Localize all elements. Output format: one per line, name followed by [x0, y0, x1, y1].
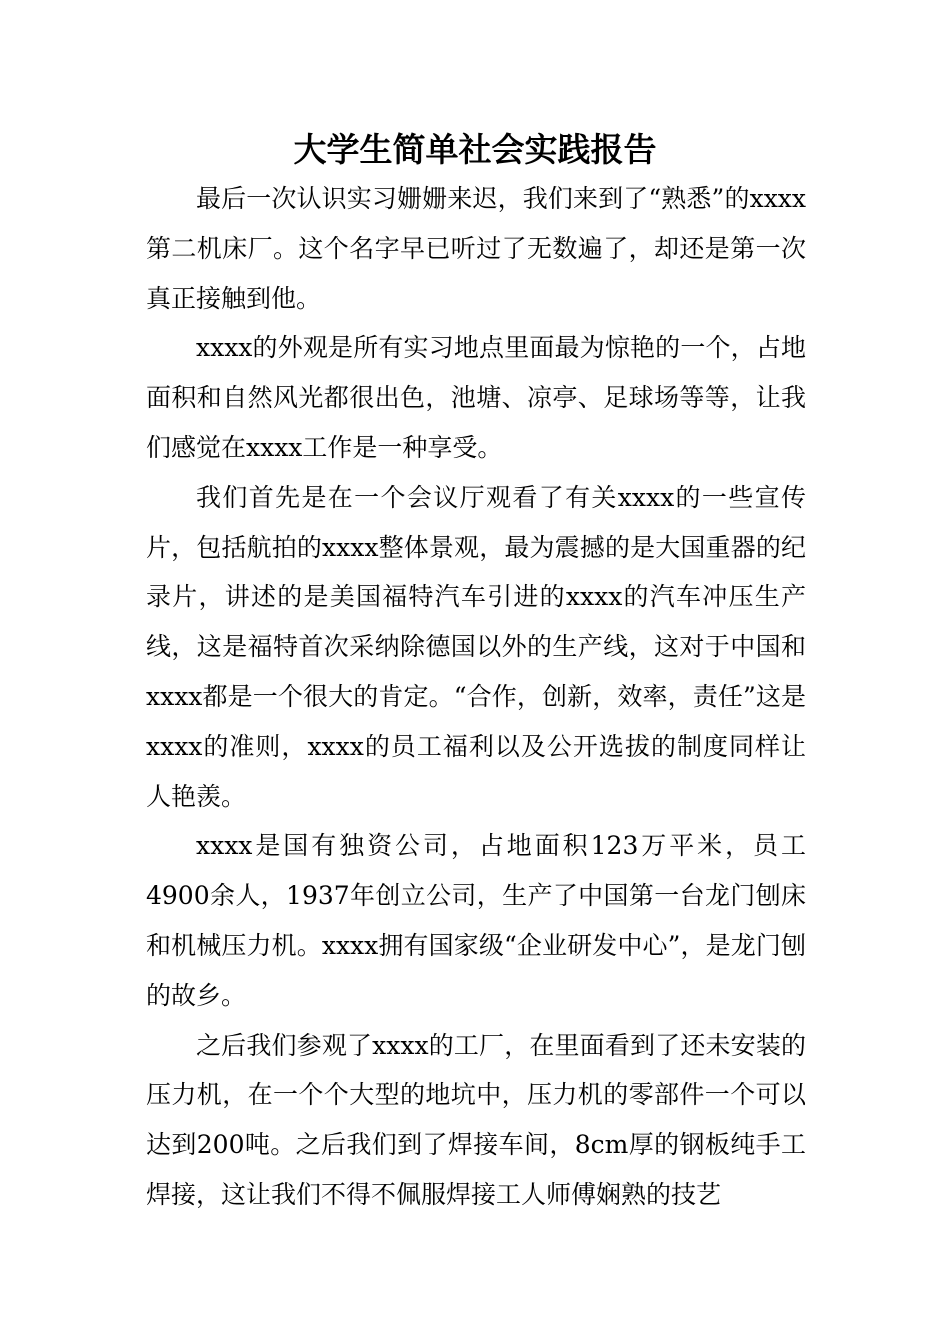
document-title: 大学生简单社会实践报告	[293, 130, 657, 169]
paragraph: 最后一次认识实习姗姗来迟，我们来到了“熟悉”的xxxx第二机床厂。这个名字早已听过了无数遍了，却还是第一次真正接触到他。	[146, 184, 806, 313]
paragraph: xxxx是国有独资公司，占地面积123万平米，员工4900余人，1937年创立公司，生产了中国第一台龙门刨床和机械压力机。xxxx拥有国家级“企业研发中心”，是龙门刨的故乡。	[146, 831, 806, 1010]
paragraph: 之后我们参观了xxxx的工厂，在里面看到了还未安装的压力机，在一个个大型的地坑中，压力机的零部件一个可以达到200吨。之后我们到了焊接车间，8cm厚的钢板纯手工焊接，这让我们不得不佩服焊接工人师傅娴熟的技艺	[146, 1030, 806, 1209]
paragraph: 我们首先是在一个会议厅观看了有关xxxx的一些宣传片，包括航拍的xxxx整体景观，最为震撼的是大国重器的纪录片，讲述的是美国福特汽车引进的xxxx的汽车冲压生产线，这是福特首次采纳除德国以外的生产线，这对于中国和xxxx都是一个很大的肯定。“合作，创新，效率，责任”这是xxxx的准则，xxxx的员工福利以及公开选拔的制度同样让人艳羡。	[146, 482, 806, 811]
document-body	[146, 174, 806, 1220]
paragraph: xxxx的外观是所有实习地点里面最为惊艳的一个，占地面积和自然风光都很出色，池塘、凉亭、足球场等等，让我们感觉在xxxx工作是一种享受。	[146, 333, 806, 462]
